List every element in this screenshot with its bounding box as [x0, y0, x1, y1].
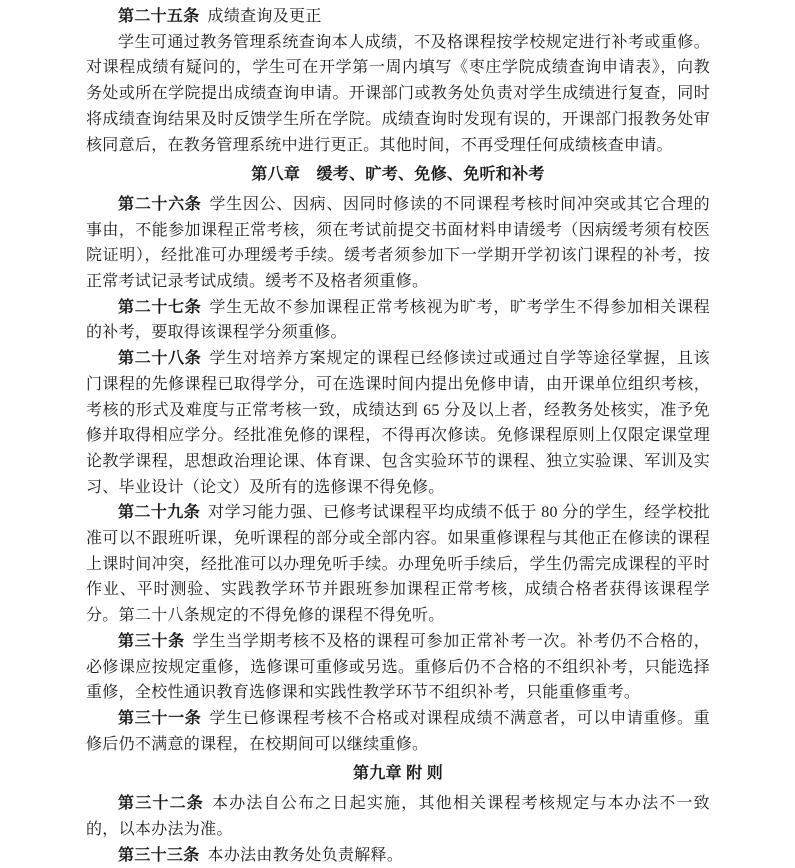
article-32-paragraph	[86, 791, 710, 842]
article-28-text: 学生对培养方案规定的课程已经修读过或通过自学等途径掌握，且该门课程的先修课程已取得学分，可在选课时间内提出免修申请，由开课单位组织考核，考核的形式及难度与正常考核一致，成绩达到 65 分及以上者，经教务处核实，准予免修并取得相应学分。经批准免修的课程，不得再次修读。免修课程原则上仅限定课堂理论教学课程，思想政治理论课、体育课、包含实验环节的课程、独立实验课、军训及实习、毕业设计（论文）及所有的选修课不得免修。	[86, 350, 710, 496]
chapter-9-heading: 第九章 附 则	[86, 761, 710, 787]
article-25-body: 学生可通过教务管理系统查询本人成绩，不及格课程按学校规定进行补考或重修。对课程成绩有疑问的，学生可在开学第一周内填写《枣庄学院成绩查询申请表》，向教务处或所在学院提出成绩查询申请。开课部门或教务处负责对学生成绩进行复查，同时将成绩查询结果及时反馈学生所在学院。成绩查询时发现有误的，开课部门报教务处审核同意后，在教务管理系统中进行更正。其他时间，不再受理任何成绩核查申请。	[86, 30, 710, 159]
article-29-text: 对学习能力强、已修考试课程平均成绩不低于 80 分的学生，经学校批准可以不跟班听课，免听课程的部分或全部内容。如果重修课程与其他正在修读的课程上课时间冲突，经批准可以办理免听手续。办理免听手续后，学生仍需完成课程的平时作业、平时测验、实践教学环节并跟班参加课程正常考核，成绩合格者获得该课程学分。第二十八条规定的不得免修的课程不得免听。	[86, 504, 710, 624]
chapter-8-heading: 第八章 缓考、旷考、免修、免听和补考	[86, 162, 710, 188]
article-29-paragraph	[86, 500, 710, 629]
article-28-paragraph	[86, 346, 710, 500]
article-31-text: 学生已修课程考核不合格或对课程成绩不满意者，可以申请重修。重修后仍不满意的课程，在校期间可以继续重修。	[86, 710, 710, 753]
article-30-text: 学生当学期考核不及格的课程可参加正常补考一次。补考仍不合格的，必修课应按规定重修，选修课可重修或另选。重修后仍不合格的不组织补考，只能选择重修，全校性通识教育选修课和实践性教学环节不组织补考，只能重修重考。	[86, 633, 710, 701]
article-32-number: 第三十二条	[118, 795, 204, 812]
article-32-text: 本办法自公布之日起实施，其他相关课程考核规定与本办法不一致的，以本办法为准。	[86, 795, 710, 838]
article-27-paragraph	[86, 295, 710, 346]
article-27-number: 第二十七条	[118, 299, 201, 316]
article-25-number: 第二十五条	[118, 8, 200, 25]
article-30-number: 第三十条	[118, 633, 185, 650]
article-28-number: 第二十八条	[118, 350, 201, 367]
article-26-text: 学生因公、因病、因同时修读的不同课程考核时间冲突或其它合理的事由，不能参加课程正常考核，须在考试前提交书面材料申请缓考（因病缓考须有校医院证明），经批准可办理缓考手续。缓考者须参加下一学期开学初该门课程的补考，按正常考试记录考试成绩。缓考不及格者须重修。	[86, 196, 710, 290]
article-25-title: 成绩查询及更正	[208, 8, 322, 25]
article-26-number: 第二十六条	[118, 196, 201, 213]
article-29-number: 第二十九条	[118, 504, 200, 521]
article-33-number: 第三十三条	[118, 847, 200, 864]
article-31-paragraph	[86, 706, 710, 757]
article-33-paragraph	[86, 843, 710, 868]
article-31-number: 第三十一条	[118, 710, 201, 727]
article-30-paragraph	[86, 629, 710, 706]
article-27-text: 学生无故不参加课程正常考核视为旷考，旷考学生不得参加相关课程的补考，要取得该课程学分须重修。	[86, 299, 710, 342]
article-26-paragraph	[86, 192, 710, 295]
article-33-text: 本办法由教务处负责解释。	[208, 847, 404, 864]
article-25-heading	[86, 4, 710, 30]
